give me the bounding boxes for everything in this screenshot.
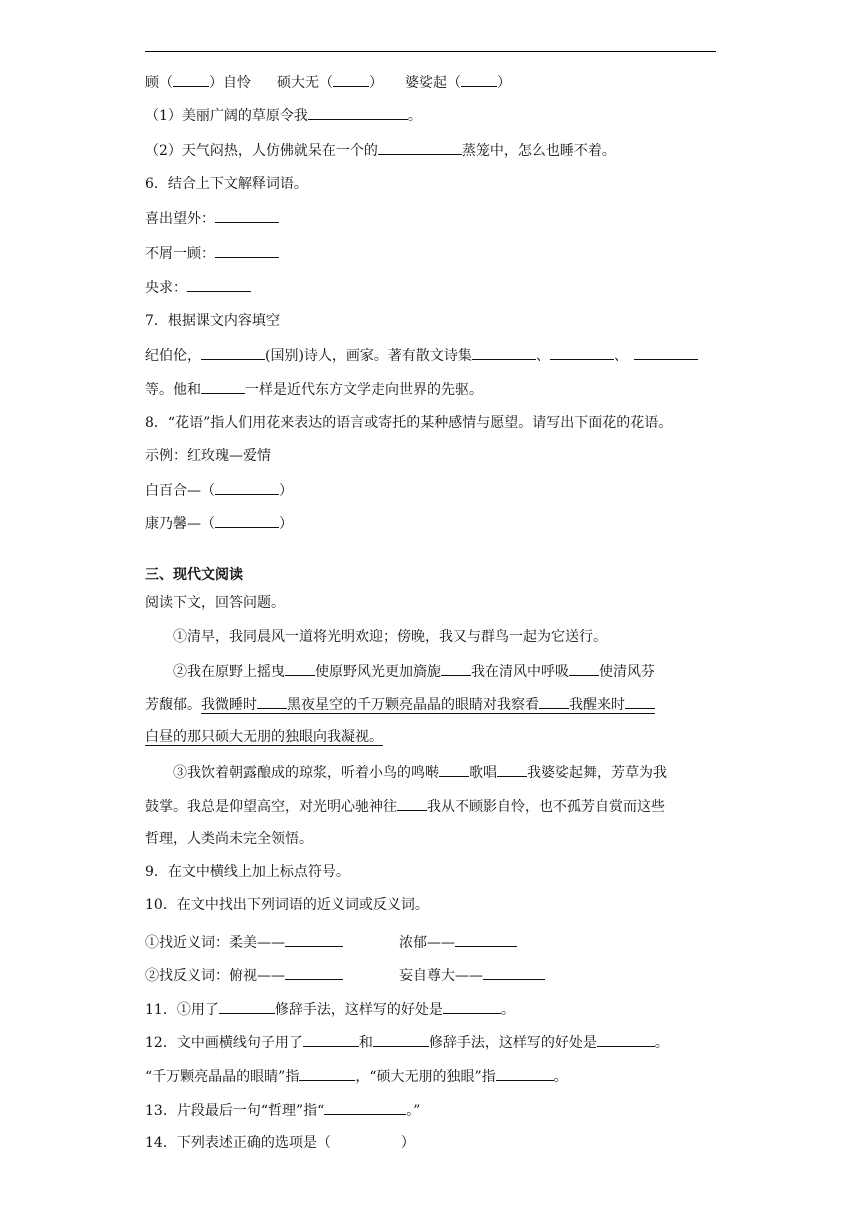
section-heading: 三、现代文阅读 bbox=[145, 567, 243, 583]
answer-blank[interactable] bbox=[285, 932, 343, 947]
q8-flower-1: 白百合—（ ） bbox=[145, 480, 293, 501]
passage-paragraph-3-line-3: 哲理，人类尚未完全领悟。 bbox=[145, 831, 313, 847]
punctuation-blank[interactable] bbox=[397, 796, 427, 811]
q12-title: 12．文中画横线句子用了 和 修辞手法，这样写的好处是 。 bbox=[145, 1032, 669, 1053]
q7-line-2: 等。他和 一样是近代东方文学走向世界的先驱。 bbox=[145, 379, 483, 400]
punctuation-blank[interactable] bbox=[539, 694, 569, 709]
answer-blank[interactable] bbox=[201, 379, 245, 394]
passage-paragraph-2-line-1: ②我在原野上摇曳 使原野风光更加旖旎 我在清风中呼吸 使清风芬 bbox=[173, 661, 655, 682]
answer-blank[interactable] bbox=[215, 243, 279, 258]
answer-blank[interactable] bbox=[299, 1066, 355, 1081]
answer-blank[interactable] bbox=[215, 513, 279, 528]
answer-blank[interactable] bbox=[378, 140, 462, 155]
q12-line-2: “千万颗亮晶晶的眼睛”指 ，“硕大无朋的独眼”指 。 bbox=[145, 1066, 568, 1087]
q5-items: 顾（ ）自怜 硕大无（ ） 婆娑起（ ） bbox=[145, 72, 511, 93]
passage-paragraph-3-line-2: 鼓掌。我总是仰望高空，对光明心驰神往 我从不顾影自怜，也不孤芳自赏而这些 bbox=[145, 796, 665, 817]
q8-flower-2: 康乃馨—（ ） bbox=[145, 513, 293, 534]
q8-title: 8．“花语”指人们用花来表达的语言或寄托的某种感情与愿望。请写出下面花的花语。 bbox=[145, 415, 673, 431]
q10-title: 10．在文中找出下列词语的近义词或反义词。 bbox=[145, 897, 429, 913]
passage-paragraph-2-line-2: 芳馥郁。我微睡时 黑夜星空的千万颗亮晶晶的眼睛对我察看 我醒来时 bbox=[145, 694, 655, 715]
answer-blank[interactable] bbox=[461, 72, 497, 87]
answer-blank[interactable] bbox=[550, 345, 614, 360]
passage-paragraph-1: ①清早，我同晨风一道将光明欢迎；傍晚，我又与群鸟一起为它送行。 bbox=[173, 629, 607, 645]
q10-synonyms: ①找近义词：柔美—— 浓郁—— bbox=[145, 932, 517, 953]
answer-blank[interactable] bbox=[201, 345, 265, 360]
answer-blank[interactable] bbox=[472, 345, 536, 360]
passage-paragraph-2-line-3 bbox=[145, 727, 383, 747]
answer-blank[interactable] bbox=[173, 72, 209, 87]
punctuation-blank[interactable] bbox=[441, 661, 471, 676]
punctuation-blank[interactable] bbox=[257, 694, 287, 709]
q7-title: 7．根据课文内容填空 bbox=[145, 313, 280, 329]
q13-title: 13．片段最后一句“哲理”指“ 。” bbox=[145, 1100, 420, 1121]
answer-blank[interactable] bbox=[219, 999, 275, 1014]
q6-word-2: 不屑一顾： bbox=[145, 243, 279, 264]
q5-sentence-2: （2）天气闷热，人仿佛就呆在一个的 蒸笼中，怎么也睡不着。 bbox=[145, 140, 616, 161]
answer-blank[interactable] bbox=[215, 480, 279, 495]
punctuation-blank[interactable] bbox=[285, 661, 315, 676]
punctuation-blank[interactable] bbox=[439, 762, 469, 777]
q8-example: 示例：红玫瑰—爱情 bbox=[145, 448, 271, 464]
answer-blank[interactable] bbox=[285, 965, 343, 980]
answer-blank[interactable] bbox=[187, 277, 251, 292]
answer-blank[interactable] bbox=[483, 965, 545, 980]
answer-blank[interactable] bbox=[455, 932, 517, 947]
q5-sentence-1: （1）美丽广阔的草原令我 。 bbox=[145, 105, 422, 126]
answer-blank[interactable] bbox=[324, 1100, 406, 1115]
punctuation-blank[interactable] bbox=[497, 762, 527, 777]
q6-word-3: 央求： bbox=[145, 277, 251, 298]
answer-blank[interactable] bbox=[443, 999, 501, 1014]
punctuation-blank[interactable] bbox=[625, 694, 655, 709]
answer-blank[interactable] bbox=[333, 72, 369, 87]
passage-paragraph-3-line-1: ③我饮着朝露酿成的琼浆，听着小鸟的鸣啭 歌唱 我婆娑起舞，芳草为我 bbox=[173, 762, 667, 783]
answer-blank[interactable] bbox=[308, 105, 408, 120]
answer-blank[interactable] bbox=[597, 1032, 655, 1047]
answer-blank[interactable] bbox=[303, 1032, 359, 1047]
q6-word-1: 喜出望外： bbox=[145, 208, 279, 229]
header-rule bbox=[145, 51, 716, 52]
answer-blank[interactable] bbox=[215, 208, 279, 223]
answer-blank[interactable] bbox=[496, 1066, 554, 1081]
reading-instruction: 阅读下文，回答问题。 bbox=[145, 595, 285, 611]
answer-blank[interactable] bbox=[373, 1032, 429, 1047]
underlined-sentence: 白昼的那只硕大无朋的独眼向我凝视。 bbox=[145, 729, 383, 745]
q10-antonyms: ②找反义词：俯视—— 妄自尊大—— bbox=[145, 965, 545, 986]
punctuation-blank[interactable] bbox=[569, 661, 599, 676]
q14-title: 14．下列表述正确的选项是（ ） bbox=[145, 1135, 415, 1151]
q7-line-1: 纪伯伦， (国别)诗人，画家。著有散文诗集 、 、 bbox=[145, 345, 698, 366]
q6-title: 6．结合上下文解释词语。 bbox=[145, 176, 308, 192]
underlined-sentence: 我微睡时 黑夜星空的千万颗亮晶晶的眼睛对我察看 我醒来时 bbox=[201, 697, 655, 714]
q11-title: 11．①用了 修辞手法，这样写的好处是 。 bbox=[145, 999, 515, 1020]
q9-title: 9．在文中横线上加上标点符号。 bbox=[145, 864, 350, 880]
answer-blank[interactable] bbox=[634, 345, 698, 360]
